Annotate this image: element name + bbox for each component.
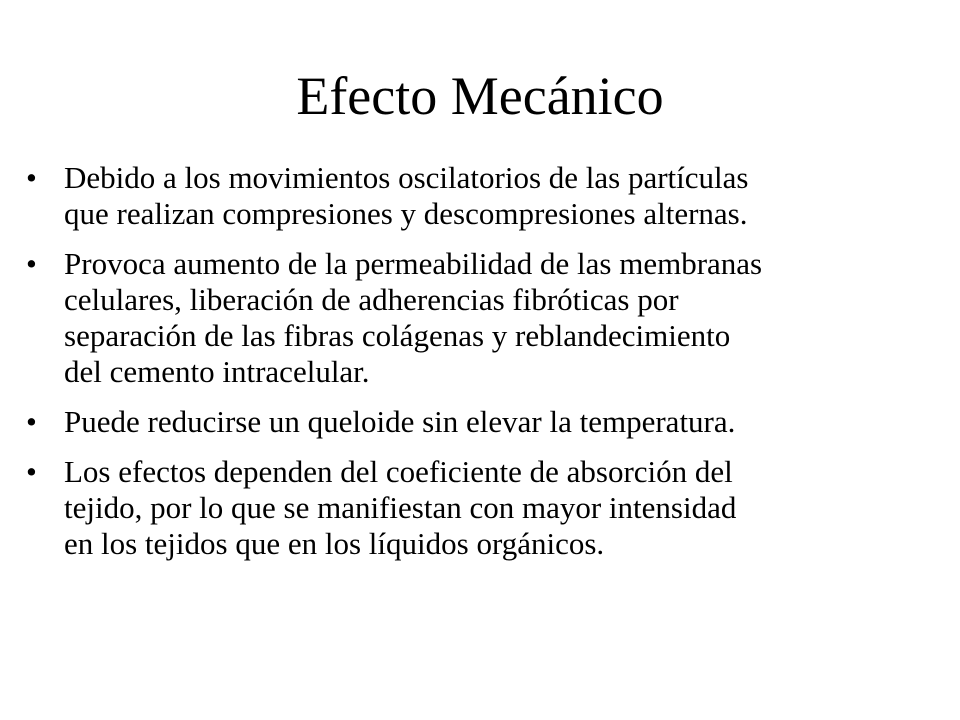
bullet-text: Debido a los movimientos oscilatorios de las partículas que realizan compresiones y descompresiones alternas. (64, 160, 749, 231)
bullet-marker: • (26, 160, 37, 195)
slide-title: Efecto Mecánico (296, 66, 664, 126)
bullet-item-3 (26, 404, 926, 440)
bullet-item-4 (26, 454, 926, 562)
bullet-marker: • (26, 246, 37, 281)
bullet-text: Provoca aumento de la permeabilidad de las membranas celulares, liberación de adherencias fibróticas por separación de las fibras colágenas y reblandecimiento del cemento intracelular. (64, 246, 763, 389)
bullet-list (26, 160, 926, 576)
bullet-marker: • (26, 404, 37, 439)
bullet-item-1 (26, 160, 926, 232)
bullet-text: Los efectos dependen del coeficiente de absorción del tejido, por lo que se manifiestan con mayor intensidad en los tejidos que en los líquidos orgánicos. (64, 454, 737, 561)
bullet-marker: • (26, 454, 37, 489)
bullet-text: Puede reducirse un queloide sin elevar la temperatura. (64, 404, 736, 439)
bullet-item-2 (26, 246, 926, 390)
